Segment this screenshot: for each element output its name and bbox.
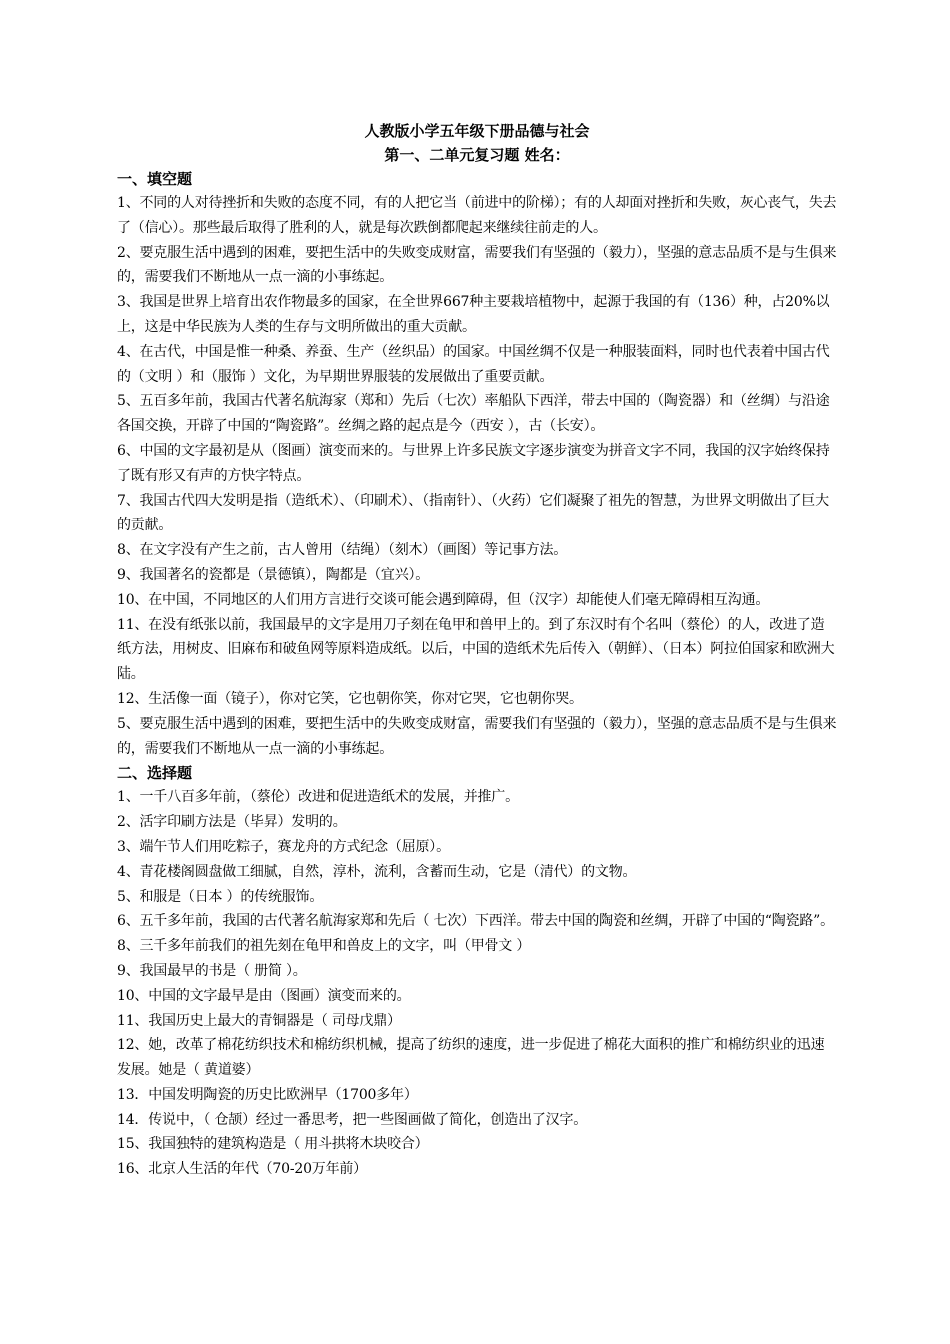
question-item: 5、要克服生活中遇到的困难，要把生活中的失败变成财富，需要我们有坚强的（毅力），坚强的意志品质不是与生俱来的，需要我们不断地从一点一滴的小事练起。 [117,715,837,757]
question-item: 12、她，改革了棉花纺织技术和棉纺织机械，提高了纺织的速度，进一步促进了棉花大面积的推广和棉纺织业的迅速发展。她是（ 黄道婆） [117,1037,825,1079]
question-item: 4、青花楼阁圆盘做工细腻，自然，淳朴，流利，含蓄而生动，它是（清代）的文物。 [117,863,637,880]
question-item: 2、要克服生活中遇到的困难，要把生活中的失败变成财富，需要我们有坚强的（毅力），坚强的意志品质不是与生俱来的，需要我们不断地从一点一滴的小事练起。 [117,244,837,286]
section-choice [117,785,837,1182]
question-item: 3、我国是世界上培育出农作物最多的国家，在全世界667种主要栽培植物中，起源于我国的有（136）种，占20%以上，这是中华民族为人类的生存与文明所做出的重大贡献。 [117,294,830,335]
section-fill-blank [117,191,837,761]
question-item: 1、不同的人对待挫折和失败的态度不同，有的人把它当（前进中的阶梯）；有的人却面对挫折和失败，灰心丧气，失去了（信心）。那些最后取得了胜利的人，就是每次跌倒都爬起来继续往前走的人。 [117,195,837,236]
question-item: 4、在古代，中国是惟一种桑、养蚕、生产（丝织品）的国家。中国丝绸不仅是一种服装面料，同时也代表着中国古代的（文明 ）和（服饰 ）文化，为早期世界服装的发展做出了重要贡献。 [117,343,830,385]
section-heading-choice: 二、选择题 [117,764,193,783]
question-item: 15、我国独特的建筑构造是（ 用斗拱将木块咬合） [117,1136,429,1153]
question-item: 3、端午节人们用吃粽子，赛龙舟的方式纪念（屈原）。 [117,838,450,855]
question-item: 1、一千八百多年前，（蔡伦）改进和促进造纸术的发展，并推广。 [117,789,519,806]
question-item: 11、在没有纸张以前，我国最早的文字是用刀子刻在龟甲和兽甲上的。到了东汉时有个名叫（蔡伦）的人，改进了造纸方法，用树皮、旧麻布和破鱼网等原料造成纸。以后，中国的造纸术先后传入（朝鲜）、（日本）阿拉伯国家和欧洲大陆。 [117,616,835,683]
question-item: 10、中国的文字最早是由（图画）演变而来的。 [117,987,411,1004]
document-title: 人教版小学五年级下册品德与社会 [364,122,590,140]
document-body [117,119,837,1182]
question-item: 8、在文字没有产生之前，古人曾用（结绳）（刻木）（画图）等记事方法。 [117,542,568,559]
section-heading-fill-blank: 一、填空题 [117,170,193,188]
question-item: 14．传说中，（ 仓颉）经过一番思考，把一些图画做了简化，创造出了汉字。 [117,1111,588,1128]
question-item: 9、我国著名的瓷都是（景德镇），陶都是（宜兴）。 [117,566,430,583]
question-item: 5、五百多年前，我国古代著名航海家（郑和）先后（七次）率船队下西洋，带去中国的（陶瓷器）和（丝绸）与沿途各国交换，开辟了中国的“陶瓷路”。丝绸之路的起点是今（西安 ），古（长安）。 [117,393,830,435]
question-item: 6、中国的文字最初是从（图画）演变而来的。与世界上许多民族文字逐步演变为拼音文字不同，我国的汉字始终保持了既有形又有声的方快字特点。 [117,442,830,484]
question-item: 8、三千多年前我们的祖先刻在龟甲和兽皮上的文字，叫（甲骨文 ） [117,938,531,955]
question-item: 9、我国最早的书是（ 册简 ）。 [117,962,307,979]
question-item: 10、在中国，不同地区的人们用方言进行交谈可能会遇到障碍，但（汉字）却能使人们毫无障碍相互沟通。 [117,591,770,608]
question-item: 6、五千多年前，我国的古代著名航海家郑和先后（ 七次）下西洋。带去中国的陶瓷和丝绸，开辟了中国的“陶瓷路”。 [117,913,834,930]
question-item: 7、我国古代四大发明是指（造纸术）、（印刷术）、（指南针）、（火药）它们凝聚了祖先的智慧，为世界文明做出了巨大的贡献。 [117,492,829,534]
question-item: 13．中国发明陶瓷的历史比欧洲早（1700多年） [117,1086,418,1103]
question-item: 16、北京人生活的年代（70-20万年前） [117,1161,367,1178]
question-item: 5、和服是（日本 ）的传统服饰。 [117,888,324,905]
question-item: 11、我国历史上最大的青铜器是（ 司母戊鼎） [117,1012,401,1029]
document-subtitle: 第一、二单元复习题 姓名： [384,146,570,164]
question-item: 2、活字印刷方法是（毕昇）发明的。 [117,814,347,831]
question-item: 12、生活像一面（镜子），你对它笑，它也朝你笑，你对它哭，它也朝你哭。 [117,690,583,707]
